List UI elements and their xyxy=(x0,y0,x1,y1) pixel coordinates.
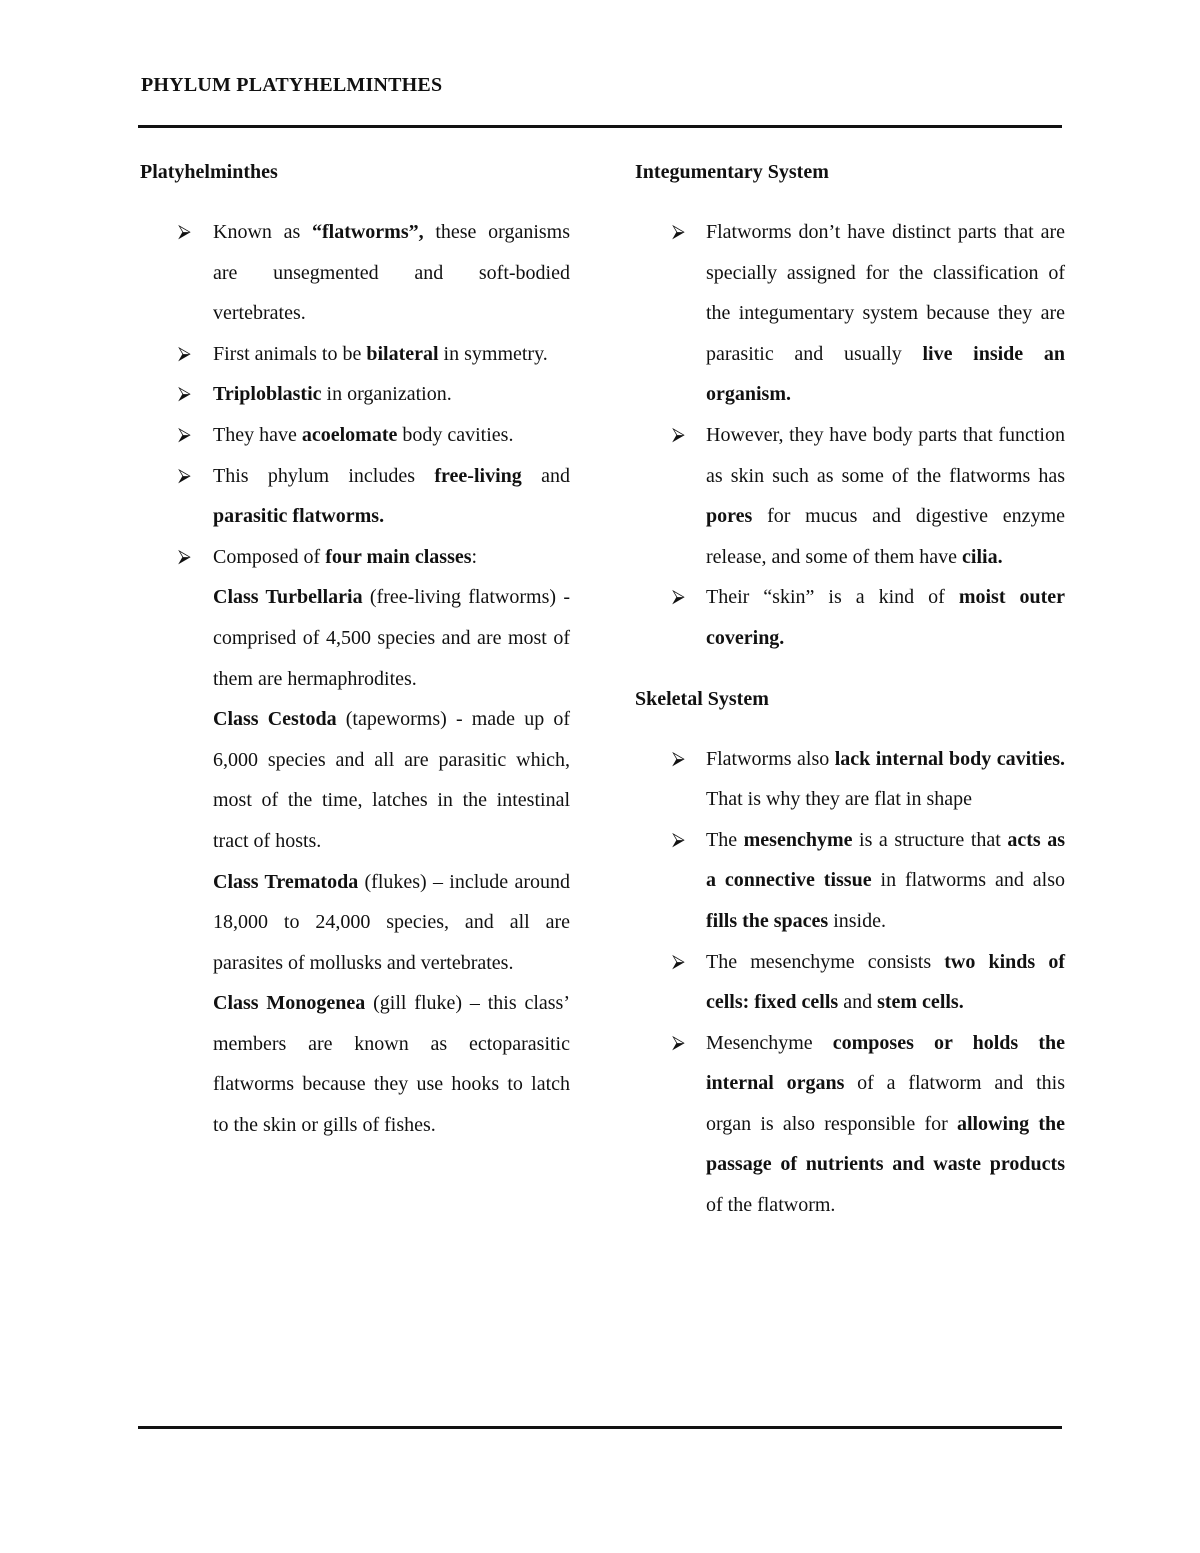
left-column xyxy=(140,152,570,1146)
page-title: PHYLUM PLATYHELMINTHES xyxy=(141,74,443,96)
arrowhead-bullet-icon: ⮚ xyxy=(178,383,191,405)
arrowhead-bullet-icon: ⮚ xyxy=(178,423,191,445)
skeletal-bullet-list xyxy=(635,739,1065,1226)
bullet-item: ⮚ The mesenchyme consists two kinds of cells: fixed cells and stem cells. xyxy=(635,942,1065,1023)
bullet-item: ⮚ However, they have body parts that function as skin such as some of the flatworms has pores for mucus and digestive enzyme release, and some of them have cilia. xyxy=(635,415,1065,577)
class-monogenea-paragraph: Class Monogenea (gill fluke) – this class’ members are known as ectoparasitic flatworms because they use hooks to latch to the skin or gills of fishes. xyxy=(213,992,570,1137)
bullet-item: ⮚ Their “skin” is a kind of moist outer covering. xyxy=(635,577,1065,658)
section-heading-skeletal: Skeletal System xyxy=(635,687,769,710)
arrowhead-bullet-icon: ⮚ xyxy=(178,342,191,364)
arrowhead-bullet-icon: ⮚ xyxy=(672,586,685,608)
section-heading-integumentary: Integumentary System xyxy=(635,161,829,183)
bullet-item: ⮚ Flatworms also lack internal body cavities. That is why they are flat in shape xyxy=(635,739,1065,820)
platyhelminthes-bullet-list xyxy=(140,212,570,577)
section-heading-platyhelminthes: Platyhelminthes xyxy=(140,161,278,183)
arrowhead-bullet-icon: ⮚ xyxy=(178,464,191,486)
class-trematoda-paragraph: Class Trematoda (flukes) – include around 18,000 to 24,000 species, and all are parasites of mollusks and vertebrates. xyxy=(213,870,570,974)
arrowhead-bullet-icon: ⮚ xyxy=(672,423,685,445)
bullet-item: ⮚ The mesenchyme is a structure that acts as a connective tissue in flatworms and also fills the spaces inside. xyxy=(635,820,1065,942)
right-column xyxy=(635,152,1065,1226)
bullet-item: ⮚ Triploblastic in organization. xyxy=(140,374,570,415)
bottom-rule xyxy=(138,1426,1062,1429)
class-turbellaria-paragraph: Class Turbellaria (free-living flatworms) - comprised of 4,500 species and are most of them are hermaphrodites. xyxy=(213,586,570,690)
arrowhead-bullet-icon: ⮚ xyxy=(672,221,685,242)
arrowhead-bullet-icon: ⮚ xyxy=(178,221,191,242)
bullet-item: ⮚ This phylum includes free-living and parasitic flatworms. xyxy=(140,456,570,537)
bullet-item: ⮚ Mesenchyme composes or holds the internal organs of a flatworm and this organ is also responsible for allowing the passage of nutrients and waste products of the flatworm. xyxy=(635,1023,1065,1226)
arrowhead-bullet-icon: ⮚ xyxy=(672,1031,685,1053)
arrowhead-bullet-icon: ⮚ xyxy=(672,747,685,769)
bullet-item: ⮚ First animals to be bilateral in symmetry. xyxy=(140,334,570,375)
arrowhead-bullet-icon: ⮚ xyxy=(672,828,685,850)
top-rule xyxy=(138,125,1062,128)
class-cestoda-paragraph: Class Cestoda (tapeworms) - made up of 6,000 species and all are parasitic which, most of the time, latches in the intestinal tract of hosts. xyxy=(213,708,570,852)
bullet-item: ⮚ Composed of four main classes: xyxy=(140,537,570,578)
integumentary-bullet-list xyxy=(635,212,1065,659)
bullet-item: ⮚ They have acoelomate body cavities. xyxy=(140,415,570,456)
bullet-item: ⮚ Flatworms don’t have distinct parts that are specially assigned for the classification of the integumentary system because they are parasitic and usually live inside an organism. xyxy=(635,212,1065,415)
arrowhead-bullet-icon: ⮚ xyxy=(672,950,685,972)
arrowhead-bullet-icon: ⮚ xyxy=(178,545,191,567)
bullet-item: ⮚ Known as “flatworms”, these organisms are unsegmented and soft-bodied vertebrates. xyxy=(140,212,570,334)
